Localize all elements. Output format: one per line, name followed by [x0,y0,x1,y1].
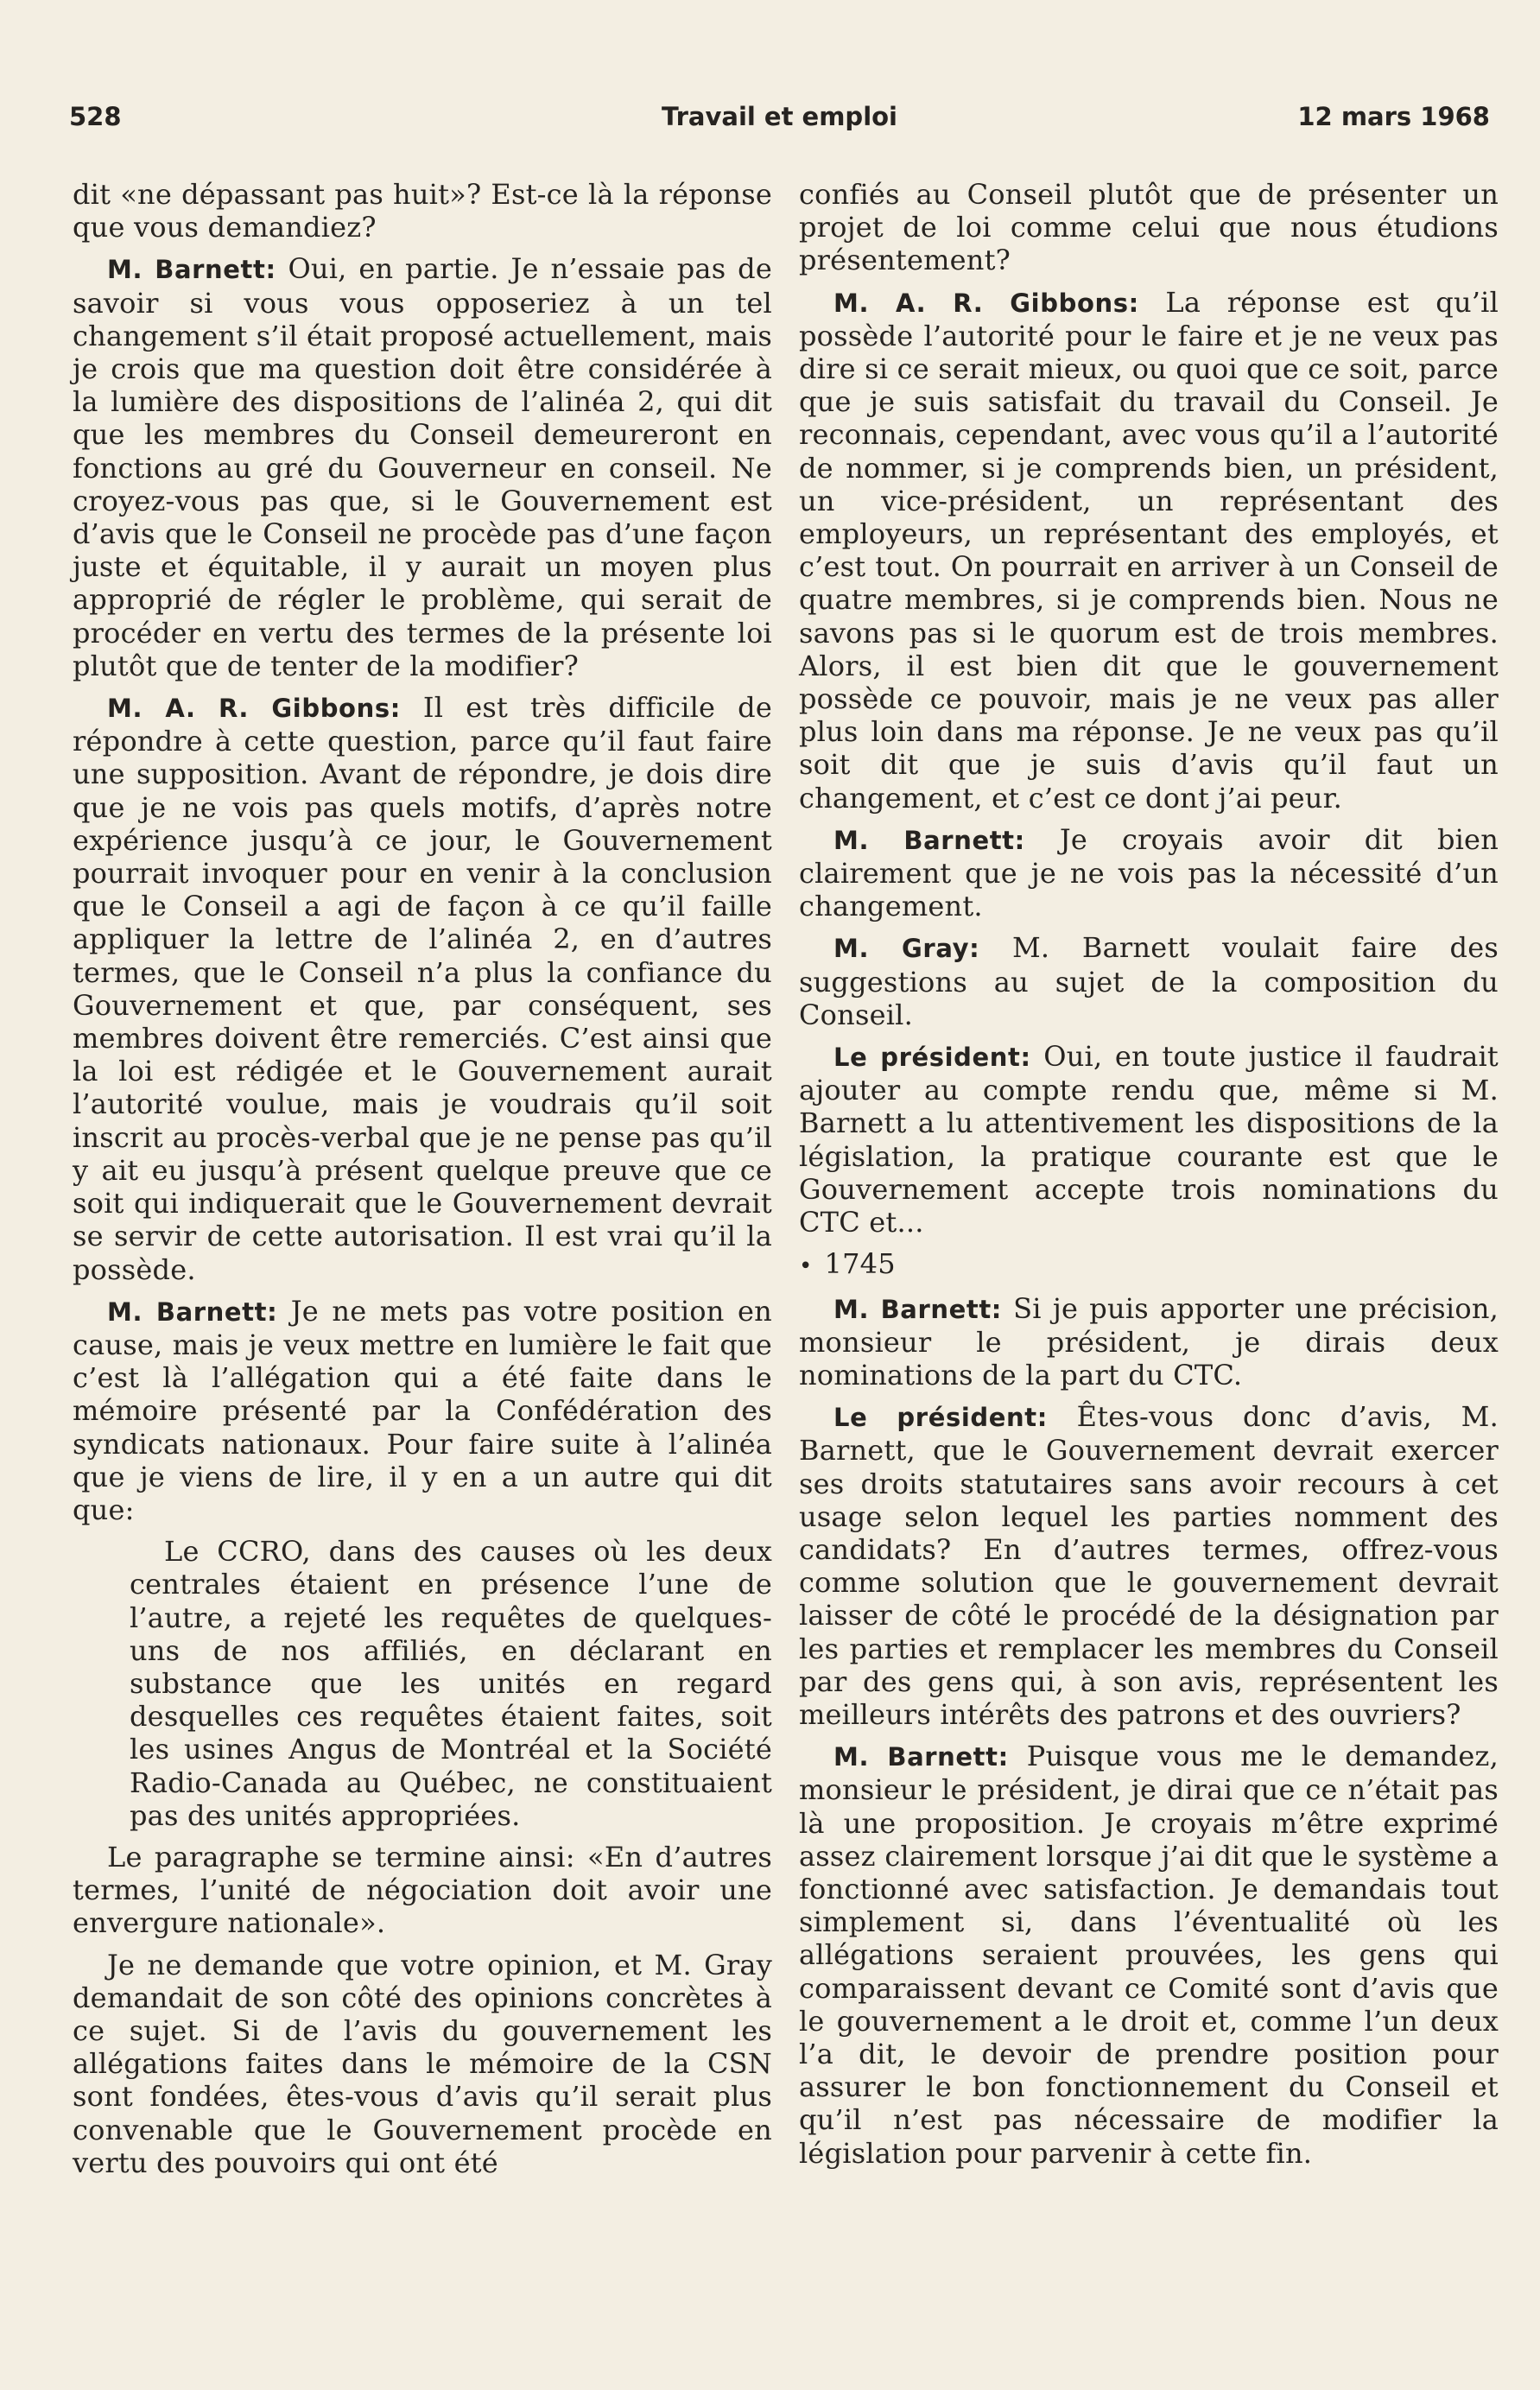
paragraph [73,691,772,1286]
paragraph-text: Êtes-vous donc d’avis, M. Barnett, que le Gouvernement devrait exercer ses droits statutaires sans avoir recours à cet usage selon lequel les parties nomment des candidats? En d’autres termes, offrez-vous comme solution que le gouvernement devrait laisser de côté le procédé de la désignation par les parties et remplacer les membres du Conseil par des gens qui, à son avis, représentent les meilleurs intérêts des patrons et des ouvriers? [799,1400,1499,1731]
paragraph [799,1740,1499,2170]
paragraph-text: 1745 [824,1247,896,1281]
speaker-name: Le président: [833,1043,1031,1073]
paragraph [73,1295,772,1526]
speaker-name: M. Barnett: [833,1742,1009,1772]
paragraph-text: Puisque vous me le demandez, monsieur le président, je dirai que ce n’était pas là une proposition. Je croyais m’être exprimé assez clairement lorsque j’ai dit que le système a fonctionné avec satisfaction. Je demandais tout simplement si, dans l’éventualité où les allégations seraient prouvées, les gens qui comparaissent devant ce Comité sont d’avis que le gouvernement a le droit et, comme l’un deux l’a dit, le devoir de prendre position pour assurer le bon fonctionnement du Conseil et qu’il n’est pas nécessaire de modifier la législation pour parvenir à cette fin. [799,1740,1499,2170]
paragraph-text: Si je puis apporter une précision, monsieur le président, je dirais deux nominations de la part du CTC. [799,1291,1499,1392]
page-number: 528 [69,102,122,131]
paragraph [73,1949,772,2179]
bullet-icon: • [799,1253,813,1280]
left-column [73,178,772,2188]
paragraph-text: Je ne mets pas votre position en cause, mais je veux mettre en lumière le fait que c’est là l’allégation qui a été faite dans le mémoire présenté par la Confédération des syndicats nationaux. Pour faire suite à l’alinéa que je viens de lire, il y en a un autre qui dit que: [73,1294,772,1526]
block-quote [73,1535,772,1832]
speaker-name: M. Barnett: [833,1294,1002,1324]
paragraph-text: Je ne demande que votre opinion, et M. Gray demandait de son côté des opinions concrètes à ce sujet. Si de l’avis du gouvernement les allégations faites dans le mémoire de la CSN sont fondées, êtes-vous d’avis qu’il serait plus convenable que le Gouvernement procède en vertu des pouvoirs qui ont été [73,1948,772,2179]
paragraph [799,1292,1499,1392]
right-column [799,178,1499,2178]
paragraph [73,178,772,244]
paragraph [73,1841,772,1940]
header-date: 12 mars 1968 [1297,102,1490,131]
paragraph [799,931,1499,1031]
paragraph [799,823,1499,923]
paragraph [799,286,1499,815]
speaker-name: M. Barnett: [107,255,276,285]
paragraph [799,178,1499,277]
paragraph-text: Il est très difficile de répondre à cette question, parce qu’il faut faire une supposition. Avant de répondre, je dois dire que je ne vois pas quels motifs, d’après notre expérience jusqu’à ce jour, le Gouvernement pourrait invoquer pour en venir à la conclusion que le Conseil a agi de façon à ce qu’il faille appliquer la lettre de l’alinéa 2, en d’autres termes, que le Conseil n’a plus la confiance du Gouvernement et que, par conséquent, ses membres doivent être remerciés. C’est ainsi que la loi est rédigée et le Gouvernement aurait l’autorité voulue, mais je voudrais qu’il soit inscrit au procès-verbal que je ne pense pas qu’il y ait eu jusqu’à présent quelque preuve que ce soit qui indiquerait que le Gouvernement devrait se servir de cette autorisation. Il est vrai qu’il la possède. [73,691,773,1286]
speaker-name: Le président: [833,1403,1048,1433]
running-header [69,102,1490,142]
paragraph-text: Le CCRO, dans des causes où les deux centrales étaient en présence l’une de l’autre, a rejeté les requêtes de quelques-uns de nos affiliés, en déclarant en substance que les unités en regard desquelles ces requêtes étaient faites, soit les usines Angus de Montréal et la Société Radio-Canada au Québec, ne constituaient pas des unités appropriées. [130,1535,772,1832]
speaker-name: M. Barnett: [833,825,1025,855]
speaker-name: M. Barnett: [107,1296,278,1327]
running-title: Travail et emploi [662,102,897,131]
paragraph [799,1400,1499,1731]
paragraph-text: Le paragraphe se termine ainsi: «En d’autres termes, l’unité de négociation doit avoir une envergure nationale». [73,1840,772,1940]
speaker-name: M. Gray: [833,934,980,964]
paragraph-text: dit «ne dépassant pas huit»? Est-ce là la réponse que vous demandiez? [73,178,772,244]
paragraph-text: Oui, en partie. Je n’essaie pas de savoir si vous vous opposeriez à un tel changement s’il était proposé actuellement, mais je crois que ma question doit être considérée à la lumière des dispositions de l’alinéa 2, qui dit que les membres du Conseil demeureront en fonctions au gré du Gouverneur en conseil. Ne croyez-vous pas que, si le Gouvernement est d’avis que le Conseil ne procède pas d’une façon juste et équitable, il y aurait un moyen plus approprié de régler le problème, qui serait de procéder en vertu des termes de la présente loi plutôt que de tenter de la modifier? [73,252,772,682]
paragraph-text: M. Barnett voulait faire des suggestions au sujet de la composition du Conseil. [799,931,1499,1031]
speaker-name: M. A. R. Gibbons: [833,288,1139,318]
time-marker [799,1247,1499,1283]
paragraph-text: La réponse est qu’il possède l’autorité pour le faire et je ne veux pas dire si ce serait mieux, ou quoi que ce soit, parce que je suis satisfait du travail du Conseil. Je reconnais, cependant, avec vous qu’il a l’autorité de nommer, si je comprends bien, un président, un vice-président, un représentant des employeurs, un représentant des employés, et c’est tout. On pourrait en arriver à un Conseil de quatre membres, si je comprends bien. Nous ne savons pas si le quorum est de trois membres. Alors, il est bien dit que le gouvernement possède ce pouvoir, mais je ne veux pas aller plus loin dans ma réponse. Je ne veux pas qu’il soit dit que je suis d’avis qu’il faut un changement, et c’est ce dont j’ai peur. [799,285,1499,815]
paragraph [73,252,772,682]
paragraph-text: confiés au Conseil plutôt que de présenter un projet de loi comme celui que nous étudions présentement? [799,178,1499,277]
paragraph [799,1040,1499,1239]
paragraph-text: Je croyais avoir dit bien clairement que je ne vois pas la nécessité d’un changement. [799,822,1499,923]
paragraph-text: Oui, en toute justice il faudrait ajouter au compte rendu que, même si M. Barnett a lu attentivement les dispositions de la législation, la pratique courante est que le Gouvernement accepte trois nominations du CTC et... [799,1040,1499,1239]
speaker-name: M. A. R. Gibbons: [107,694,401,724]
